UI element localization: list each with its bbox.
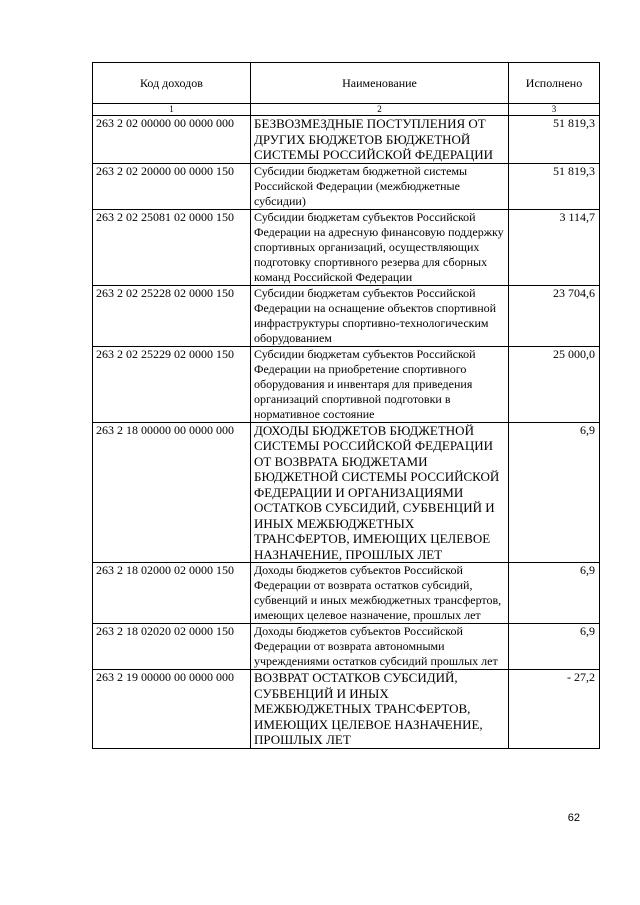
column-number-2: 2 [251, 104, 509, 116]
table-row [93, 163, 600, 209]
table-row [93, 670, 600, 749]
row-code: 263 2 02 00000 00 0000 000 [93, 116, 251, 164]
column-number-row [93, 104, 600, 116]
row-name: БЕЗВОЗМЕЗДНЫЕ ПОСТУПЛЕНИЯ ОТ ДРУГИХ БЮДЖЕТОВ БЮДЖЕТНОЙ СИСТЕМЫ РОССИЙСКОЙ ФЕДЕРАЦИИ [251, 116, 509, 164]
row-name: Субсидии бюджетам бюджетной системы Российской Федерации (межбюджетные субсидии) [251, 163, 509, 209]
header-row [93, 63, 600, 104]
row-name: Субсидии бюджетам субъектов Российской Федерации на адресную финансовую поддержку спортивных организаций, осуществляющих подготовку спортивного резерва для сборных команд Российской Федерации [251, 209, 509, 285]
row-code: 263 2 02 20000 00 0000 150 [93, 163, 251, 209]
row-amount: 23 704,6 [509, 285, 600, 346]
row-amount: 51 819,3 [509, 163, 600, 209]
header-name: Наименование [251, 63, 509, 104]
table-row [93, 624, 600, 670]
row-name: ДОХОДЫ БЮДЖЕТОВ БЮДЖЕТНОЙ СИСТЕМЫ РОССИЙСКОЙ ФЕДЕРАЦИИ ОТ ВОЗВРАТА БЮДЖЕТАМИ БЮДЖЕТНОЙ СИСТЕМЫ РОССИЙСКОЙ ФЕДЕРАЦИИ И ОРГАНИЗАЦИЯМИ ОСТАТКОВ СУБСИДИЙ, СУБВЕНЦИЙ И ИНЫХ МЕЖБЮДЖЕТНЫХ ТРАНСФЕРТОВ, ИМЕЮЩИХ ЦЕЛЕВОЕ НАЗНАЧЕНИЕ, ПРОШЛЫХ ЛЕТ [251, 422, 509, 563]
row-amount: 6,9 [509, 563, 600, 624]
row-amount: 6,9 [509, 422, 600, 563]
table-row [93, 346, 600, 422]
row-amount: 25 000,0 [509, 346, 600, 422]
table-row [93, 563, 600, 624]
header-code: Код доходов [93, 63, 251, 104]
page-number: 62 [567, 812, 580, 824]
row-amount: 3 114,7 [509, 209, 600, 285]
column-number-1: 1 [93, 104, 251, 116]
row-name: Доходы бюджетов субъектов Российской Федерации от возврата остатков субсидий, субвенций и иных межбюджетных трансфертов, имеющих целевое назначение, прошлых лет [251, 563, 509, 624]
header-executed: Исполнено [509, 63, 600, 104]
revenue-table [92, 62, 600, 749]
row-code: 263 2 18 02020 02 0000 150 [93, 624, 251, 670]
row-amount: - 27,2 [509, 670, 600, 749]
row-name: Субсидии бюджетам субъектов Российской Федерации на оснащение объектов спортивной инфраструктуры спортивно-технологическим оборудованием [251, 285, 509, 346]
table-row [93, 422, 600, 563]
revenue-table-container [92, 62, 599, 749]
row-name: Субсидии бюджетам субъектов Российской Федерации на приобретение спортивного оборудования и инвентаря для приведения организаций спортивной подготовки в нормативное состояние [251, 346, 509, 422]
row-code: 263 2 18 02000 02 0000 150 [93, 563, 251, 624]
row-amount: 51 819,3 [509, 116, 600, 164]
row-code: 263 2 02 25081 02 0000 150 [93, 209, 251, 285]
table-row [93, 209, 600, 285]
row-code: 263 2 18 00000 00 0000 000 [93, 422, 251, 563]
row-name: ВОЗВРАТ ОСТАТКОВ СУБСИДИЙ, СУБВЕНЦИЙ И ИНЫХ МЕЖБЮДЖЕТНЫХ ТРАНСФЕРТОВ, ИМЕЮЩИХ ЦЕЛЕВОЕ НАЗНАЧЕНИЕ, ПРОШЛЫХ ЛЕТ [251, 670, 509, 749]
column-number-3: 3 [509, 104, 600, 116]
row-code: 263 2 02 25229 02 0000 150 [93, 346, 251, 422]
table-row [93, 285, 600, 346]
table-row [93, 116, 600, 164]
row-code: 263 2 02 25228 02 0000 150 [93, 285, 251, 346]
row-amount: 6,9 [509, 624, 600, 670]
row-code: 263 2 19 00000 00 0000 000 [93, 670, 251, 749]
row-name: Доходы бюджетов субъектов Российской Федерации от возврата автономными учреждениями остатков субсидий прошлых лет [251, 624, 509, 670]
